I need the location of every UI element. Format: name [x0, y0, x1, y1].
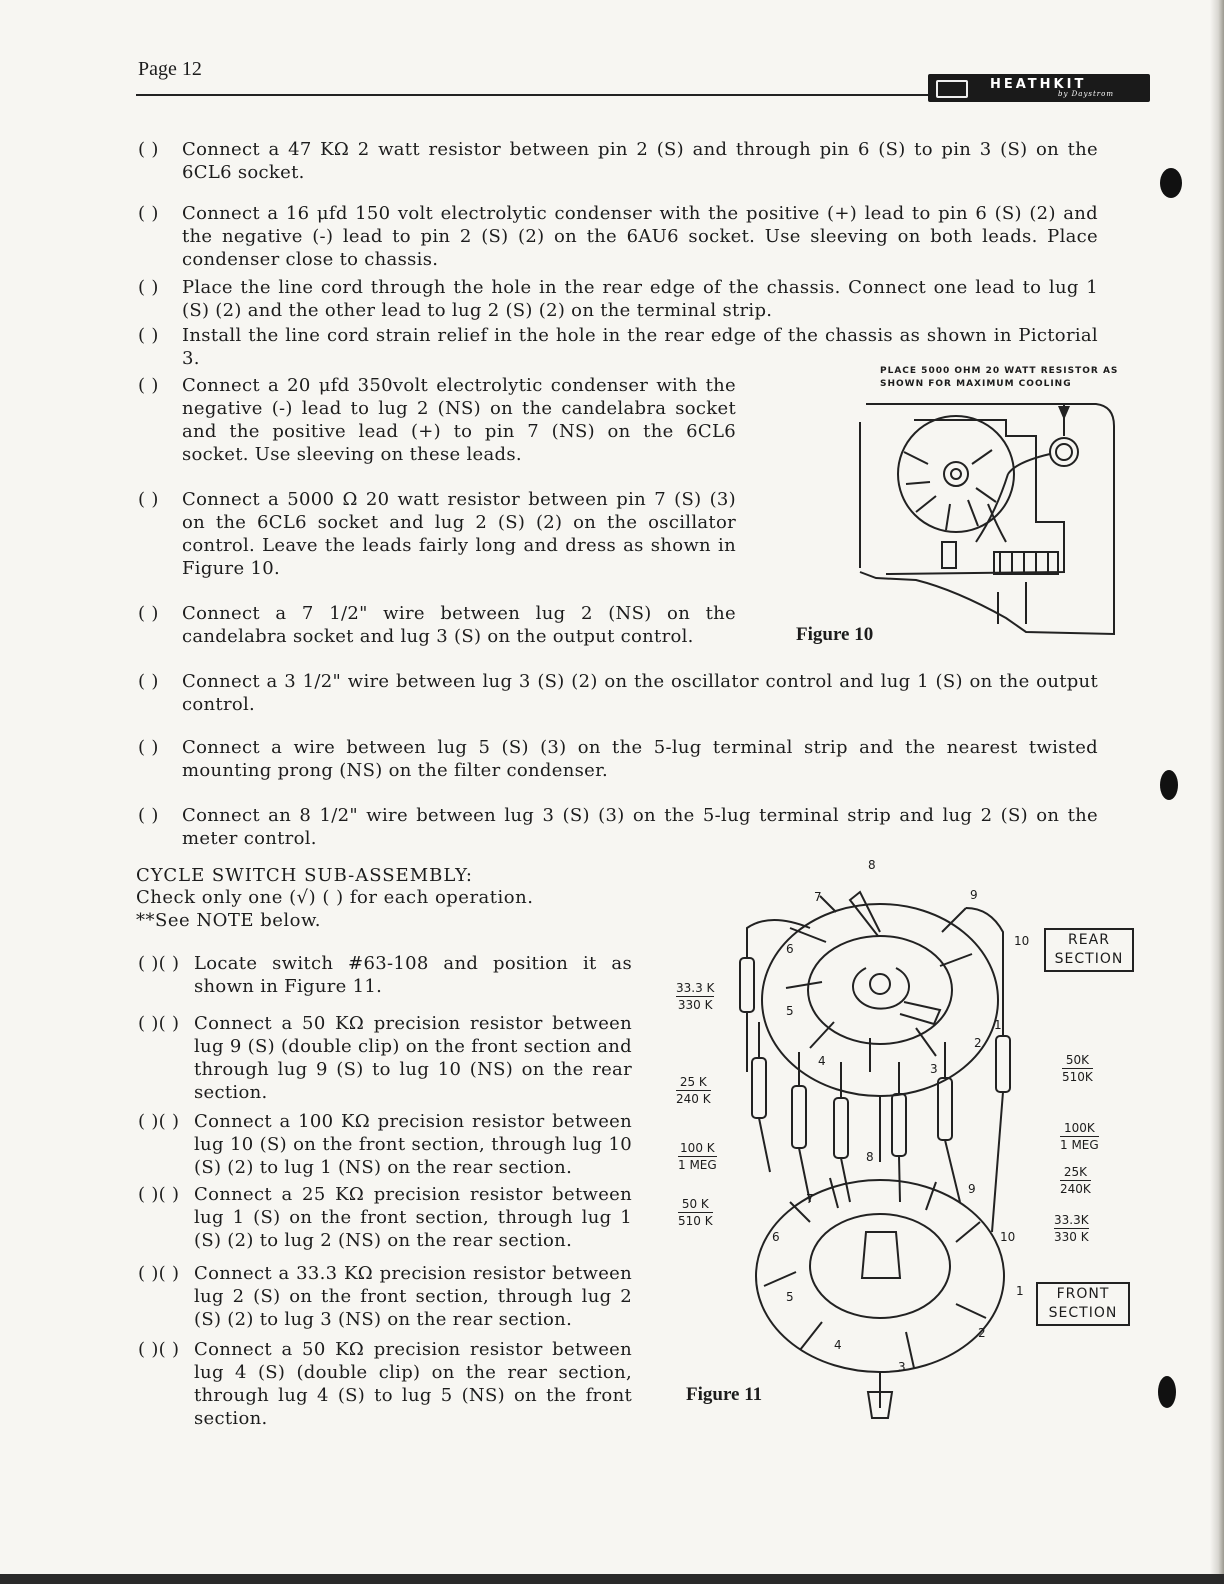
- step-checkbox[interactable]: ( ): [138, 139, 159, 160]
- step-checkbox[interactable]: ( ): [138, 603, 159, 624]
- lug-4-rear: 4: [818, 1054, 826, 1068]
- lug-2-rear: 2: [974, 1036, 982, 1050]
- lug-5-rear: 5: [786, 1004, 794, 1018]
- binder-hole-mark: [1160, 770, 1178, 800]
- step-checkbox-pair[interactable]: ( )( ): [138, 1111, 180, 1132]
- step-checkbox-pair[interactable]: ( )( ): [138, 1263, 180, 1284]
- heathkit-logo: [928, 74, 1150, 102]
- step-checkbox[interactable]: ( ): [138, 489, 159, 510]
- step-checkbox[interactable]: ( ): [138, 375, 159, 396]
- lug-9-rear: 9: [970, 888, 978, 902]
- check-note: Check only one (√) ( ) for each operation.: [136, 887, 534, 908]
- logo-text: HEATHKIT: [990, 77, 1087, 92]
- resistor-label-25k: 25 K 240 K: [676, 1075, 711, 1106]
- logo-subtext: by Daystrom: [1058, 90, 1115, 98]
- lug-4-front: 4: [834, 1338, 842, 1352]
- lug-3-rear: 3: [930, 1062, 938, 1076]
- binder-hole-mark: [1160, 168, 1182, 198]
- step-checkbox[interactable]: ( ): [138, 671, 159, 692]
- lug-6-front: 6: [772, 1230, 780, 1244]
- resistor-label-25k-right: 25K 240K: [1060, 1165, 1091, 1196]
- step-checkbox-pair[interactable]: ( )( ): [138, 1339, 180, 1360]
- lug-7-front: 7: [806, 1192, 814, 1206]
- step-text: Connect a 16 μfd 150 volt electrolytic condenser with the positive (+) lead to pin 6 (S) (2) and the negative (-) lead to pin 2 (S) (2) on the 6AU6 socket. Use sleeving on both leads. Place condenser close to chassis.: [182, 203, 1098, 270]
- lug-3-front: 3: [898, 1360, 906, 1374]
- lug-10-front: 10: [1000, 1230, 1016, 1244]
- resistor-label-50k-right: 50K 510K: [1062, 1053, 1093, 1084]
- step-text: Locate switch #63-108 and position it as shown in Figure 11.: [194, 953, 632, 997]
- step-checkbox[interactable]: ( ): [138, 737, 159, 758]
- step-text: Connect a 100 KΩ precision resistor between lug 10 (S) on the front section, through lug 10 (S) (2) to lug 1 (NS) on the rear section.: [194, 1111, 632, 1178]
- step-checkbox-pair[interactable]: ( )( ): [138, 1013, 180, 1034]
- step-text: Connect a 7 1/2" wire between lug 2 (NS) on the candelabra socket and lug 3 (S) on the output control.: [182, 603, 736, 647]
- step-checkbox[interactable]: ( ): [138, 277, 159, 298]
- step-text: Connect a 50 KΩ precision resistor between lug 4 (S) (double clip) on the rear section, through lug 4 (S) to lug 5 (NS) on the front section.: [194, 1339, 632, 1429]
- step-text: Connect a 5000 Ω 20 watt resistor between pin 7 (S) (3) on the 6CL6 socket and lug 2 (S) (2) on the oscillator control. Leave the leads fairly long and dress as shown in Figure 10.: [182, 489, 736, 579]
- figure10-drawing: [846, 392, 1118, 640]
- resistor-label-100k-right: 100K 1 MEG: [1060, 1121, 1099, 1152]
- step-text: Install the line cord strain relief in the hole in the rear edge of the chassis as shown in Pictorial 3.: [182, 325, 1098, 369]
- binder-hole-mark: [1158, 1376, 1176, 1408]
- page-edge-shadow: [1210, 0, 1224, 1584]
- step-text: Connect a 47 KΩ 2 watt resistor between pin 2 (S) and through pin 6 (S) to pin 3 (S) on the 6CL6 socket.: [182, 139, 1098, 183]
- step-checkbox[interactable]: ( ): [138, 805, 159, 826]
- page-number: Page 12: [138, 58, 202, 80]
- lug-5-front: 5: [786, 1290, 794, 1304]
- step-checkbox-pair[interactable]: ( )( ): [138, 953, 180, 974]
- figure10-caption: Figure 10: [796, 624, 874, 645]
- lug-1-front: 1: [1016, 1284, 1024, 1298]
- cycle-switch-heading: CYCLE SWITCH SUB-ASSEMBLY:: [136, 865, 473, 886]
- front-section-label: FRONT SECTION: [1036, 1282, 1130, 1326]
- step-text: Connect an 8 1/2" wire between lug 3 (S) (3) on the 5-lug terminal strip and lug 2 (S) on the meter control.: [182, 805, 1098, 849]
- lug-10-rear: 10: [1014, 934, 1030, 948]
- figure11-caption: Figure 11: [686, 1384, 763, 1405]
- step-text: Connect a 25 KΩ precision resistor between lug 1 (S) on the front section, through lug 1 (S) (2) to lug 2 (NS) on the rear section.: [194, 1184, 632, 1251]
- resistor-label-33k-right: 33.3K 330 K: [1054, 1213, 1089, 1244]
- lug-8-rear: 8: [868, 858, 876, 872]
- see-note: **See NOTE below.: [136, 910, 321, 931]
- lug-9-front: 9: [968, 1182, 976, 1196]
- step-text: Connect a wire between lug 5 (S) (3) on the 5-lug terminal strip and the nearest twisted mounting prong (NS) on the filter condenser.: [182, 737, 1098, 781]
- lug-7-rear: 7: [814, 890, 822, 904]
- step-checkbox[interactable]: ( ): [138, 203, 159, 224]
- step-text: Connect a 3 1/2" wire between lug 3 (S) (2) on the oscillator control and lug 1 (S) on the output control.: [182, 671, 1098, 715]
- figure10-note: PLACE 5000 OHM 20 WATT RESISTOR AS SHOWN FOR MAXIMUM COOLING: [880, 366, 1119, 389]
- scan-bottom-edge: [0, 1574, 1224, 1584]
- logo-emblem-icon: [936, 80, 968, 98]
- step-text: Connect a 33.3 KΩ precision resistor between lug 2 (S) on the front section, through lug 2 (S) (2) to lug 3 (NS) on the rear section.: [194, 1263, 632, 1330]
- resistor-label-50k: 50 K 510 K: [678, 1197, 713, 1228]
- step-checkbox-pair[interactable]: ( )( ): [138, 1184, 180, 1205]
- resistor-label-100k: 100 K 1 MEG: [678, 1141, 717, 1172]
- step-text: Connect a 20 μfd 350volt electrolytic condenser with the negative (-) lead to lug 2 (NS) on the candelabra socket and the positive lead (+) to pin 7 (NS) on the 6CL6 socket. Use sleeving on these leads.: [182, 375, 736, 465]
- step-checkbox[interactable]: ( ): [138, 325, 159, 346]
- lug-8-front: 8: [866, 1150, 874, 1164]
- lug-2-front: 2: [978, 1326, 986, 1340]
- step-text: Connect a 50 KΩ precision resistor between lug 9 (S) (double clip) on the front section and through lug 9 (S) to lug 10 (NS) on the rear section.: [194, 1013, 632, 1103]
- lug-1-rear: 1: [994, 1018, 1002, 1032]
- rear-section-label: REAR SECTION: [1044, 928, 1134, 972]
- lug-6-rear: 6: [786, 942, 794, 956]
- resistor-label-33k: 33.3 K 330 K: [676, 981, 715, 1012]
- step-text: Place the line cord through the hole in the rear edge of the chassis. Connect one lead to lug 1 (S) (2) and the other lead to lug 2 (S) (2) on the terminal strip.: [182, 277, 1098, 321]
